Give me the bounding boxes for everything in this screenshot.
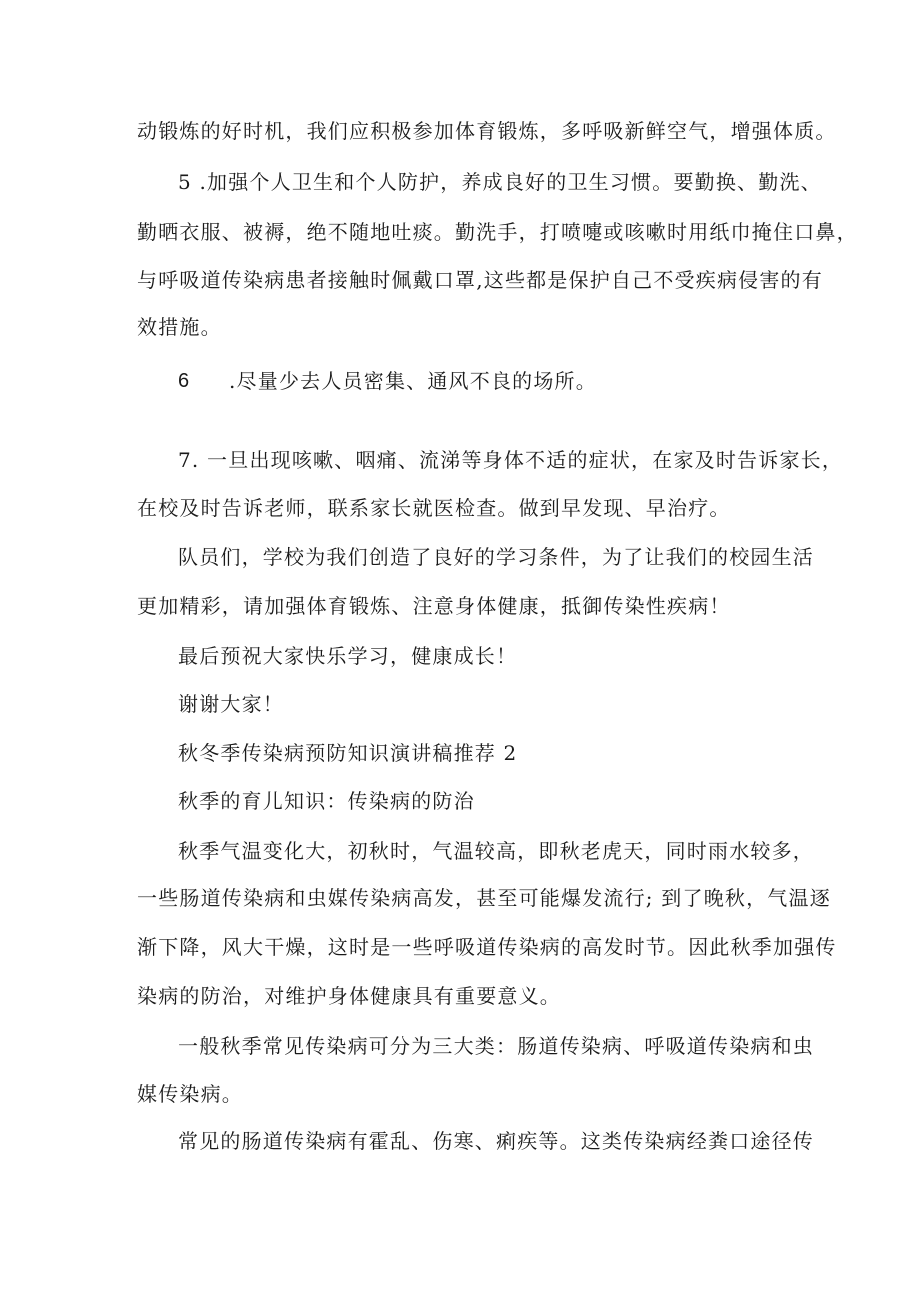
section-title: 秋冬季传染病预防知识演讲稿推荐 2: [178, 741, 518, 765]
text-line: 效措施。: [137, 315, 222, 339]
text-line: 渐下降，风大干燥，这时是一些呼吸道传染病的高发时节。因此秋季加强传: [137, 935, 837, 959]
text-line: 与呼吸道传染病患者接触时佩戴口罩,这些都是保护自己不受疾病侵害的有: [137, 268, 823, 292]
thanks-line: 谢谢大家！: [178, 692, 284, 716]
section-subtitle: 秋季的育儿知识：传染病的防治: [178, 789, 475, 813]
list-item-6-text: .尽量少去人员密集、通风不良的场所。: [229, 369, 597, 393]
list-item-7-line: 7. 一旦出现咳嗽、咽痛、流涕等身体不适的症状，在家及时告诉家长，: [178, 448, 844, 472]
closing-wish: 最后预祝大家快乐学习，健康成长！: [178, 644, 518, 668]
list-item-5-line: 5 .加强个人卫生和个人防护，养成良好的卫生习惯。要勤换、勤洗、: [178, 170, 822, 194]
text-line: 勤晒衣服、被褥，绝不随地吐痰。勤洗手，打喷嚏或咳嗽时用纸巾掩住口鼻，: [137, 220, 858, 244]
text-line: 在校及时告诉老师，联系家长就医检查。做到早发现、早治疗。: [137, 496, 731, 520]
text-line: 染病的防治，对维护身体健康具有重要意义。: [137, 984, 561, 1008]
paragraph-first-line: 队员们，学校为我们创造了良好的学习条件，为了让我们的校园生活: [178, 545, 814, 569]
paragraph-first-line: 秋季气温变化大，初秋时，气温较高，即秋老虎天，同时雨水较多，: [178, 839, 814, 863]
text-line: 动锻炼的好时机，我们应积极参加体育锻炼，多呼吸新鲜空气，增强体质。: [137, 119, 837, 143]
paragraph-first-line: 一般秋季常见传染病可分为三大类：肠道传染病、呼吸道传染病和虫: [178, 1034, 814, 1058]
text-line: 媒传染病。: [137, 1082, 243, 1106]
list-item-6-number: 6: [178, 370, 191, 392]
text-line: 一些肠道传染病和虫媒传染病高发，甚至可能爆发流行; 到了晚秋，气温逐: [137, 886, 831, 910]
paragraph-first-line: 常见的肠道传染病有霍乱、伤寒、痢疾等。这类传染病经粪口途径传: [178, 1129, 814, 1153]
text-line: 更加精彩，请加强体育锻炼、注意身体健康，抵御传染性疾病！: [137, 594, 731, 618]
